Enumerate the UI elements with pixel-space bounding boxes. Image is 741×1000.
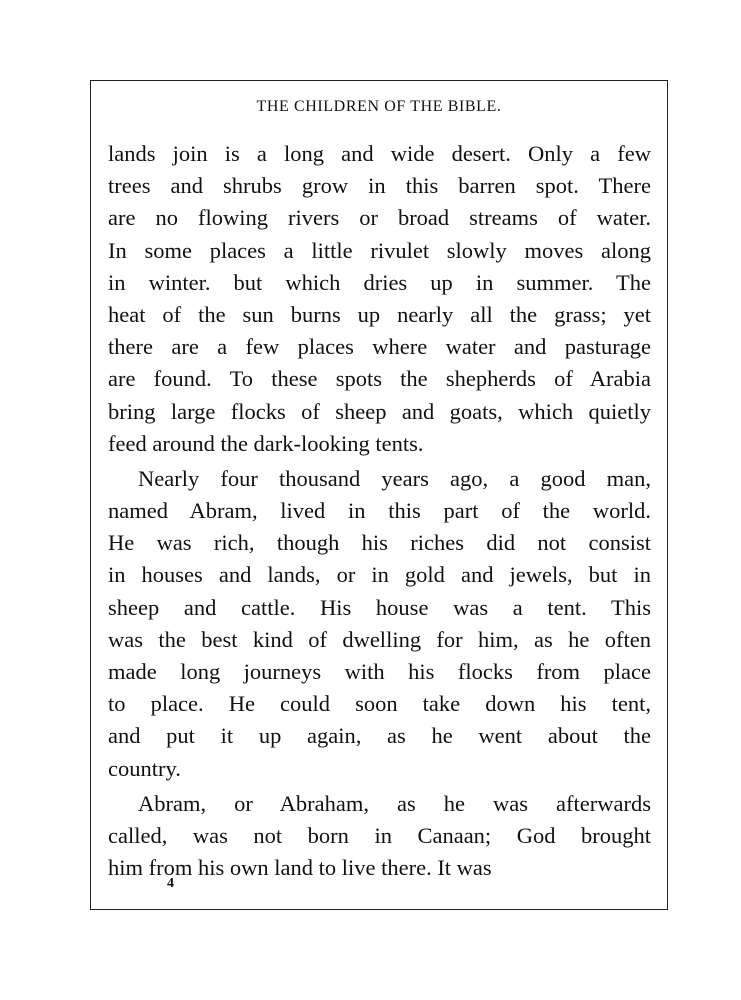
- body-text: [108, 138, 651, 884]
- text-line: country.: [108, 755, 181, 781]
- text-line: in houses and lands, or in gold and jewels, but in: [108, 562, 651, 588]
- text-line: trees and shrubs grow in this barren spot. There: [108, 173, 651, 199]
- page-number: 4: [167, 876, 174, 891]
- text-line: bring large flocks of sheep and goats, which quietly: [108, 398, 651, 424]
- text-line: in winter. but which dries up in summer. The: [108, 269, 651, 295]
- text-line: Nearly four thousand years ago, a good man,: [138, 465, 651, 491]
- text-line: was the best kind of dwelling for him, as he often: [108, 626, 651, 652]
- text-line: heat of the sun burns up nearly all the grass; yet: [108, 301, 651, 327]
- paragraph: [108, 463, 651, 785]
- running-head: THE CHILDREN OF THE BIBLE.: [256, 98, 502, 115]
- text-line: him from his own land to live there. It was: [108, 855, 492, 881]
- text-line: to place. He could soon take down his tent,: [108, 691, 651, 717]
- text-line: In some places a little rivulet slowly moves along: [108, 237, 651, 263]
- text-line: lands join is a long and wide desert. Only a few: [108, 141, 651, 166]
- text-line: made long journeys with his flocks from place: [108, 659, 651, 684]
- text-line: He was rich, though his riches did not consist: [108, 530, 651, 556]
- text-line: named Abram, lived in this part of the world.: [108, 498, 651, 524]
- text-line: feed around the dark-looking tents.: [108, 430, 424, 456]
- text-line: are found. To these spots the shepherds of Arabia: [108, 366, 651, 392]
- text-line: and put it up again, as he went about the: [108, 723, 651, 749]
- text-line: are no flowing rivers or broad streams of water.: [108, 205, 651, 231]
- text-line: called, was not born in Canaan; God brought: [108, 822, 651, 848]
- paragraph: [108, 138, 651, 460]
- text-line: sheep and cattle. His house was a tent. This: [108, 594, 651, 620]
- text-line: there are a few places where water and pasturage: [108, 334, 651, 360]
- text-line: Abram, or Abraham, as he was afterwards: [138, 790, 651, 816]
- paragraph: [108, 788, 651, 885]
